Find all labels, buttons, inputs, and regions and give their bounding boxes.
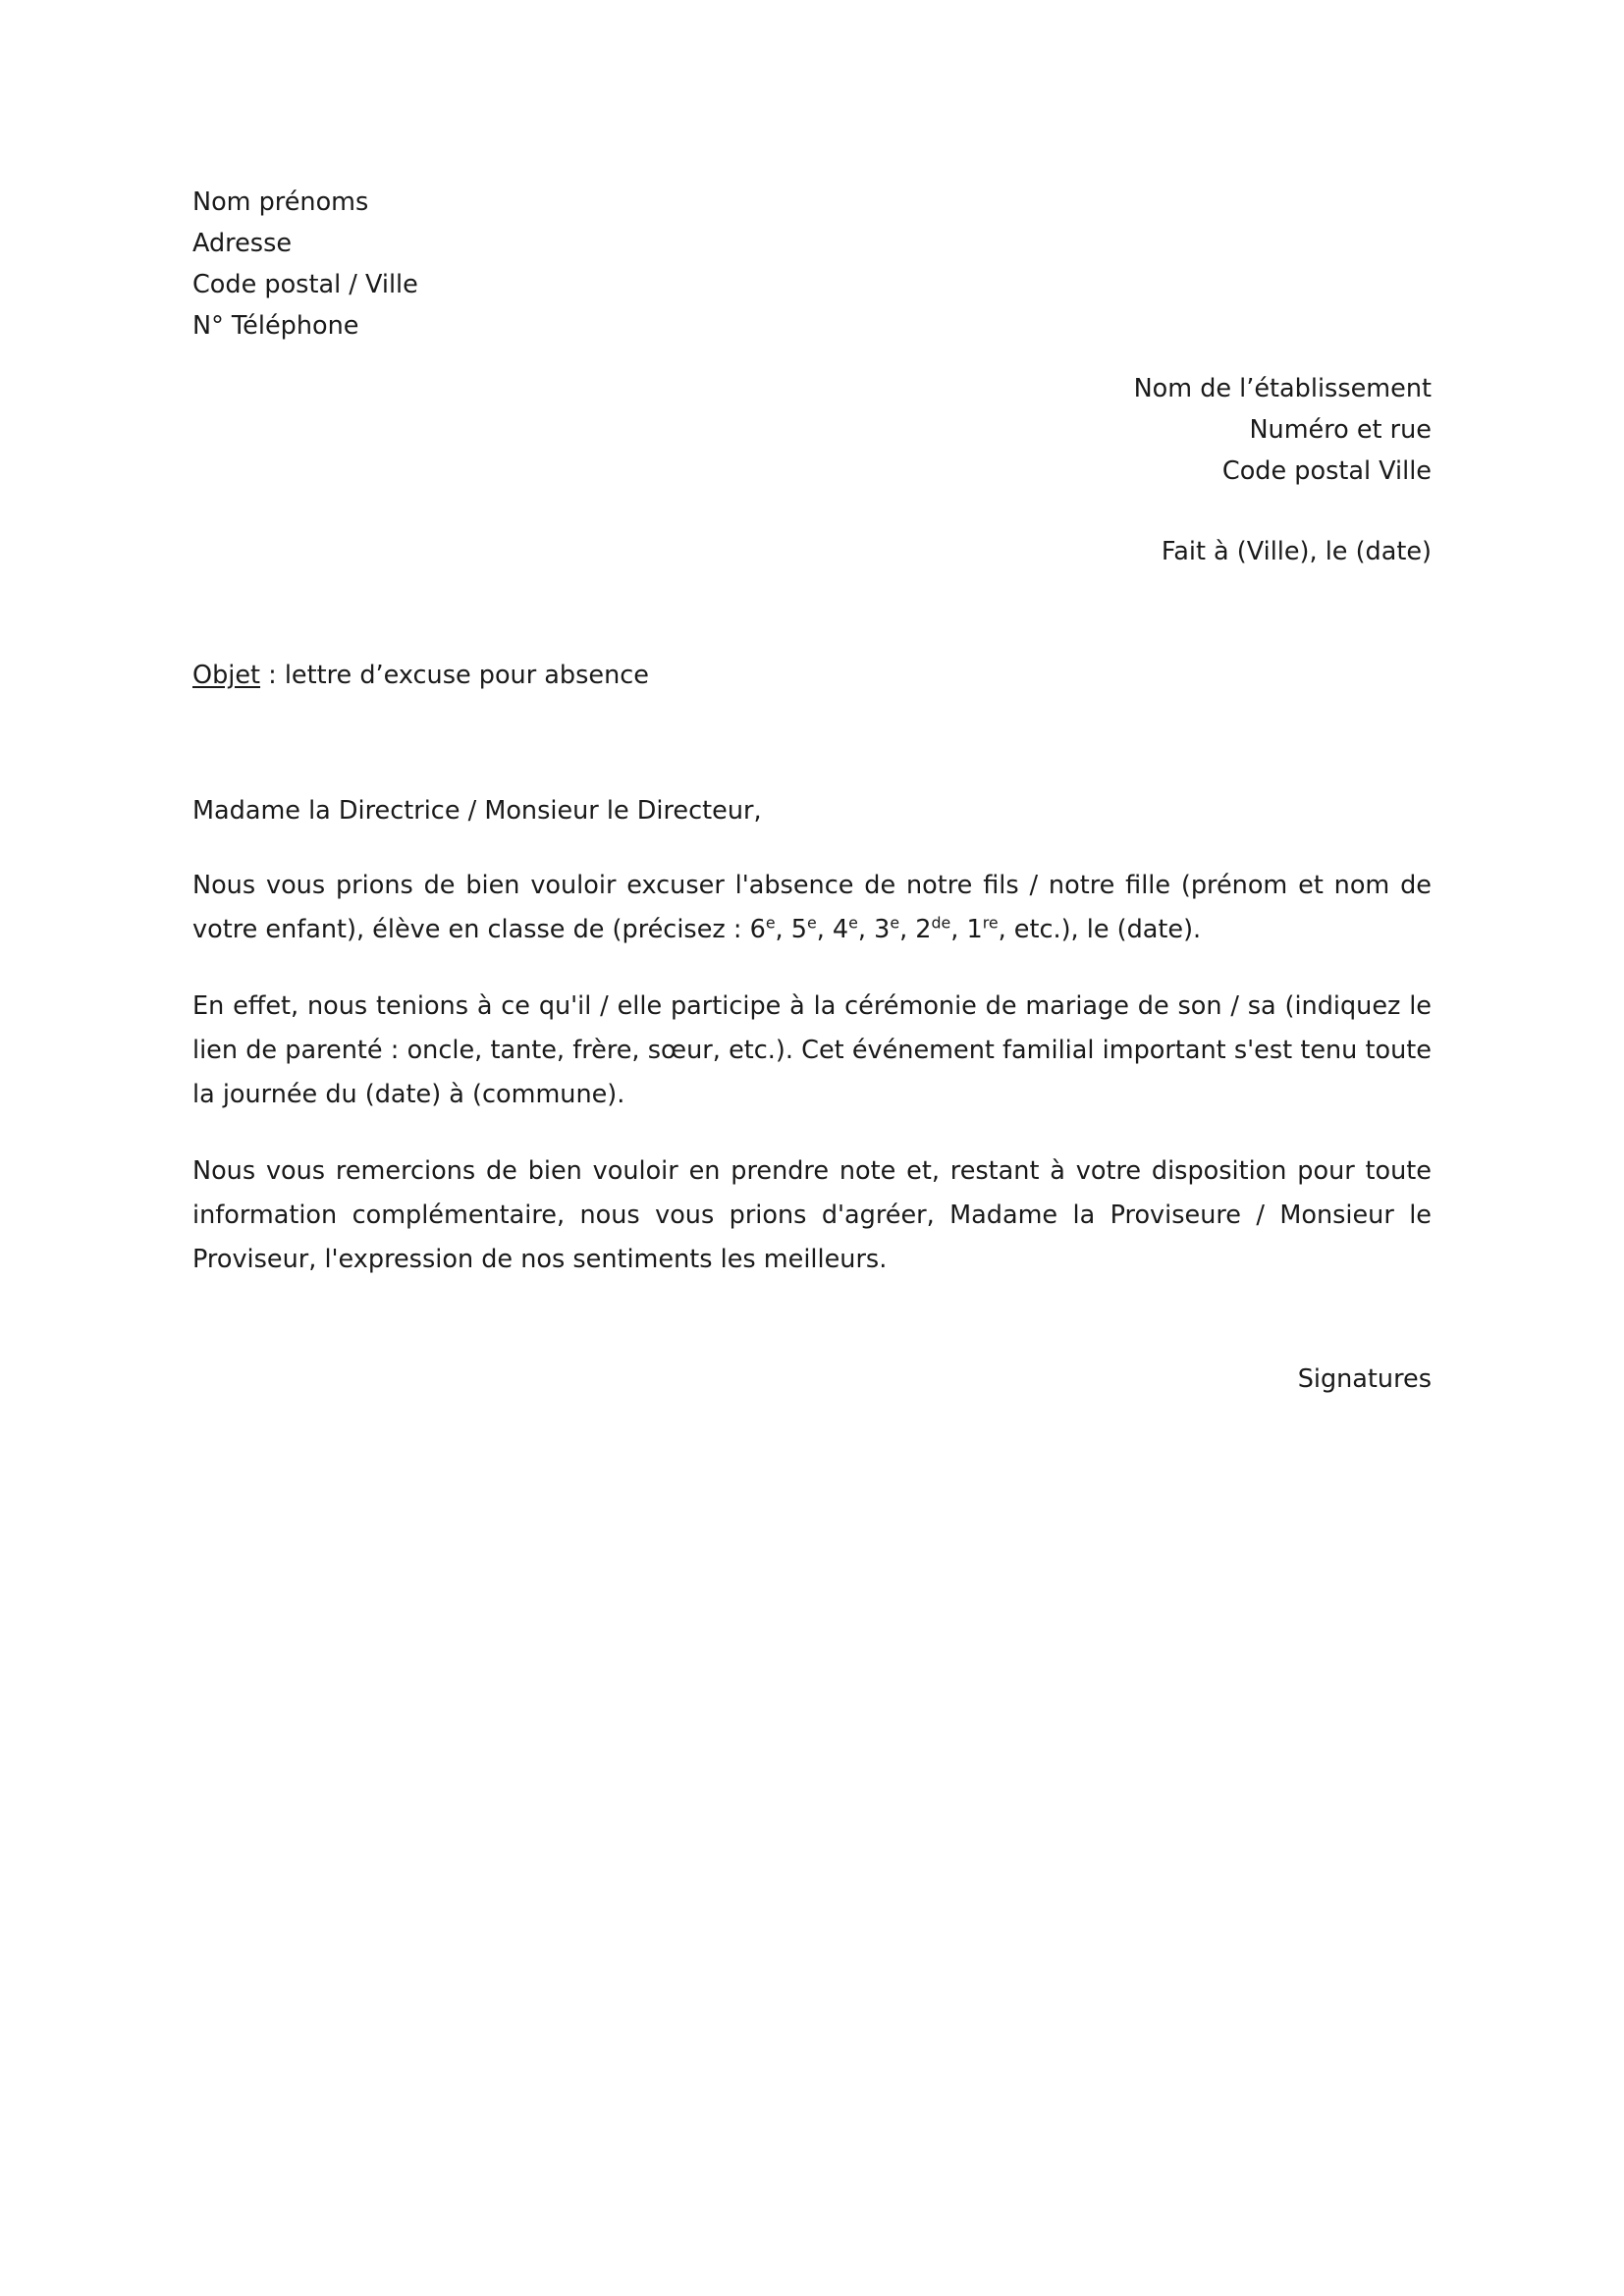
recipient-address-block [192, 368, 1432, 492]
ordinal-seconde: de [931, 913, 951, 933]
subject-value: lettre d’excuse pour absence [284, 661, 649, 690]
ordinal-sixieme: e [765, 913, 776, 933]
body-paragraph-1 [192, 864, 1432, 952]
sender-line-name: Nom prénoms [192, 187, 369, 217]
signature-line: Signatures [1297, 1364, 1432, 1394]
sender-line-postal-city: Code postal / Ville [192, 270, 418, 299]
paragraph-1-text-part-2: , 5 [775, 915, 807, 944]
letter-content [192, 0, 1432, 1400]
body-paragraph-3: Nous vous remercions de bien vouloir en prendre note et, restant à votre disposition pour toute information complémentaire, nous vous prions d'agréer, Madame la Proviseure / Monsieur le Proviseur, l'expression de nos sentiments les meilleurs. [192, 1156, 1432, 1274]
paragraph-1-text-part-3: , 4 [816, 915, 849, 944]
subject-label: Objet [192, 661, 261, 690]
body-paragraph-2: En effet, nous tenions à ce qu'il / elle participe à la cérémonie de mariage de son / sa (indiquez le lien de parenté : oncle, tante, frère, sœur, etc.). Cet événement familial important s'est tenu toute la journée du (date) à (commune). [192, 991, 1432, 1109]
sender-address-block [192, 0, 1432, 347]
recipient-line-postal-city: Code postal Ville [1221, 456, 1432, 486]
ordinal-troisieme: e [890, 913, 900, 933]
paragraph-1-text-part-1: Nous vous prions de bien vouloir excuser l'absence de notre fils / notre fille (prénom et nom de votre enfant), élève en classe de (précisez : 6 [192, 871, 1432, 944]
paragraph-1-text-part-6: , 1 [950, 915, 983, 944]
sender-line-phone: N° Téléphone [192, 311, 359, 341]
paragraph-1-text-part-7: , etc.), le (date). [998, 915, 1202, 944]
paragraph-1-text-part-4: , 3 [857, 915, 891, 944]
subject-line [192, 655, 1432, 696]
place-and-date-line: Fait à (Ville), le (date) [1161, 537, 1432, 566]
recipient-line-institution: Nom de l’établissement [1133, 374, 1432, 403]
ordinal-quatrieme: e [848, 913, 858, 933]
ordinal-cinquieme: e [806, 913, 817, 933]
paragraph-1-text-part-5: , 2 [899, 915, 932, 944]
sender-line-address: Adresse [192, 229, 293, 258]
salutation-line: Madame la Directrice / Monsieur le Directeur, [192, 796, 762, 826]
ordinal-premiere: re [982, 913, 999, 933]
subject-separator: : [260, 661, 285, 690]
recipient-line-street: Numéro et rue [1249, 415, 1432, 445]
